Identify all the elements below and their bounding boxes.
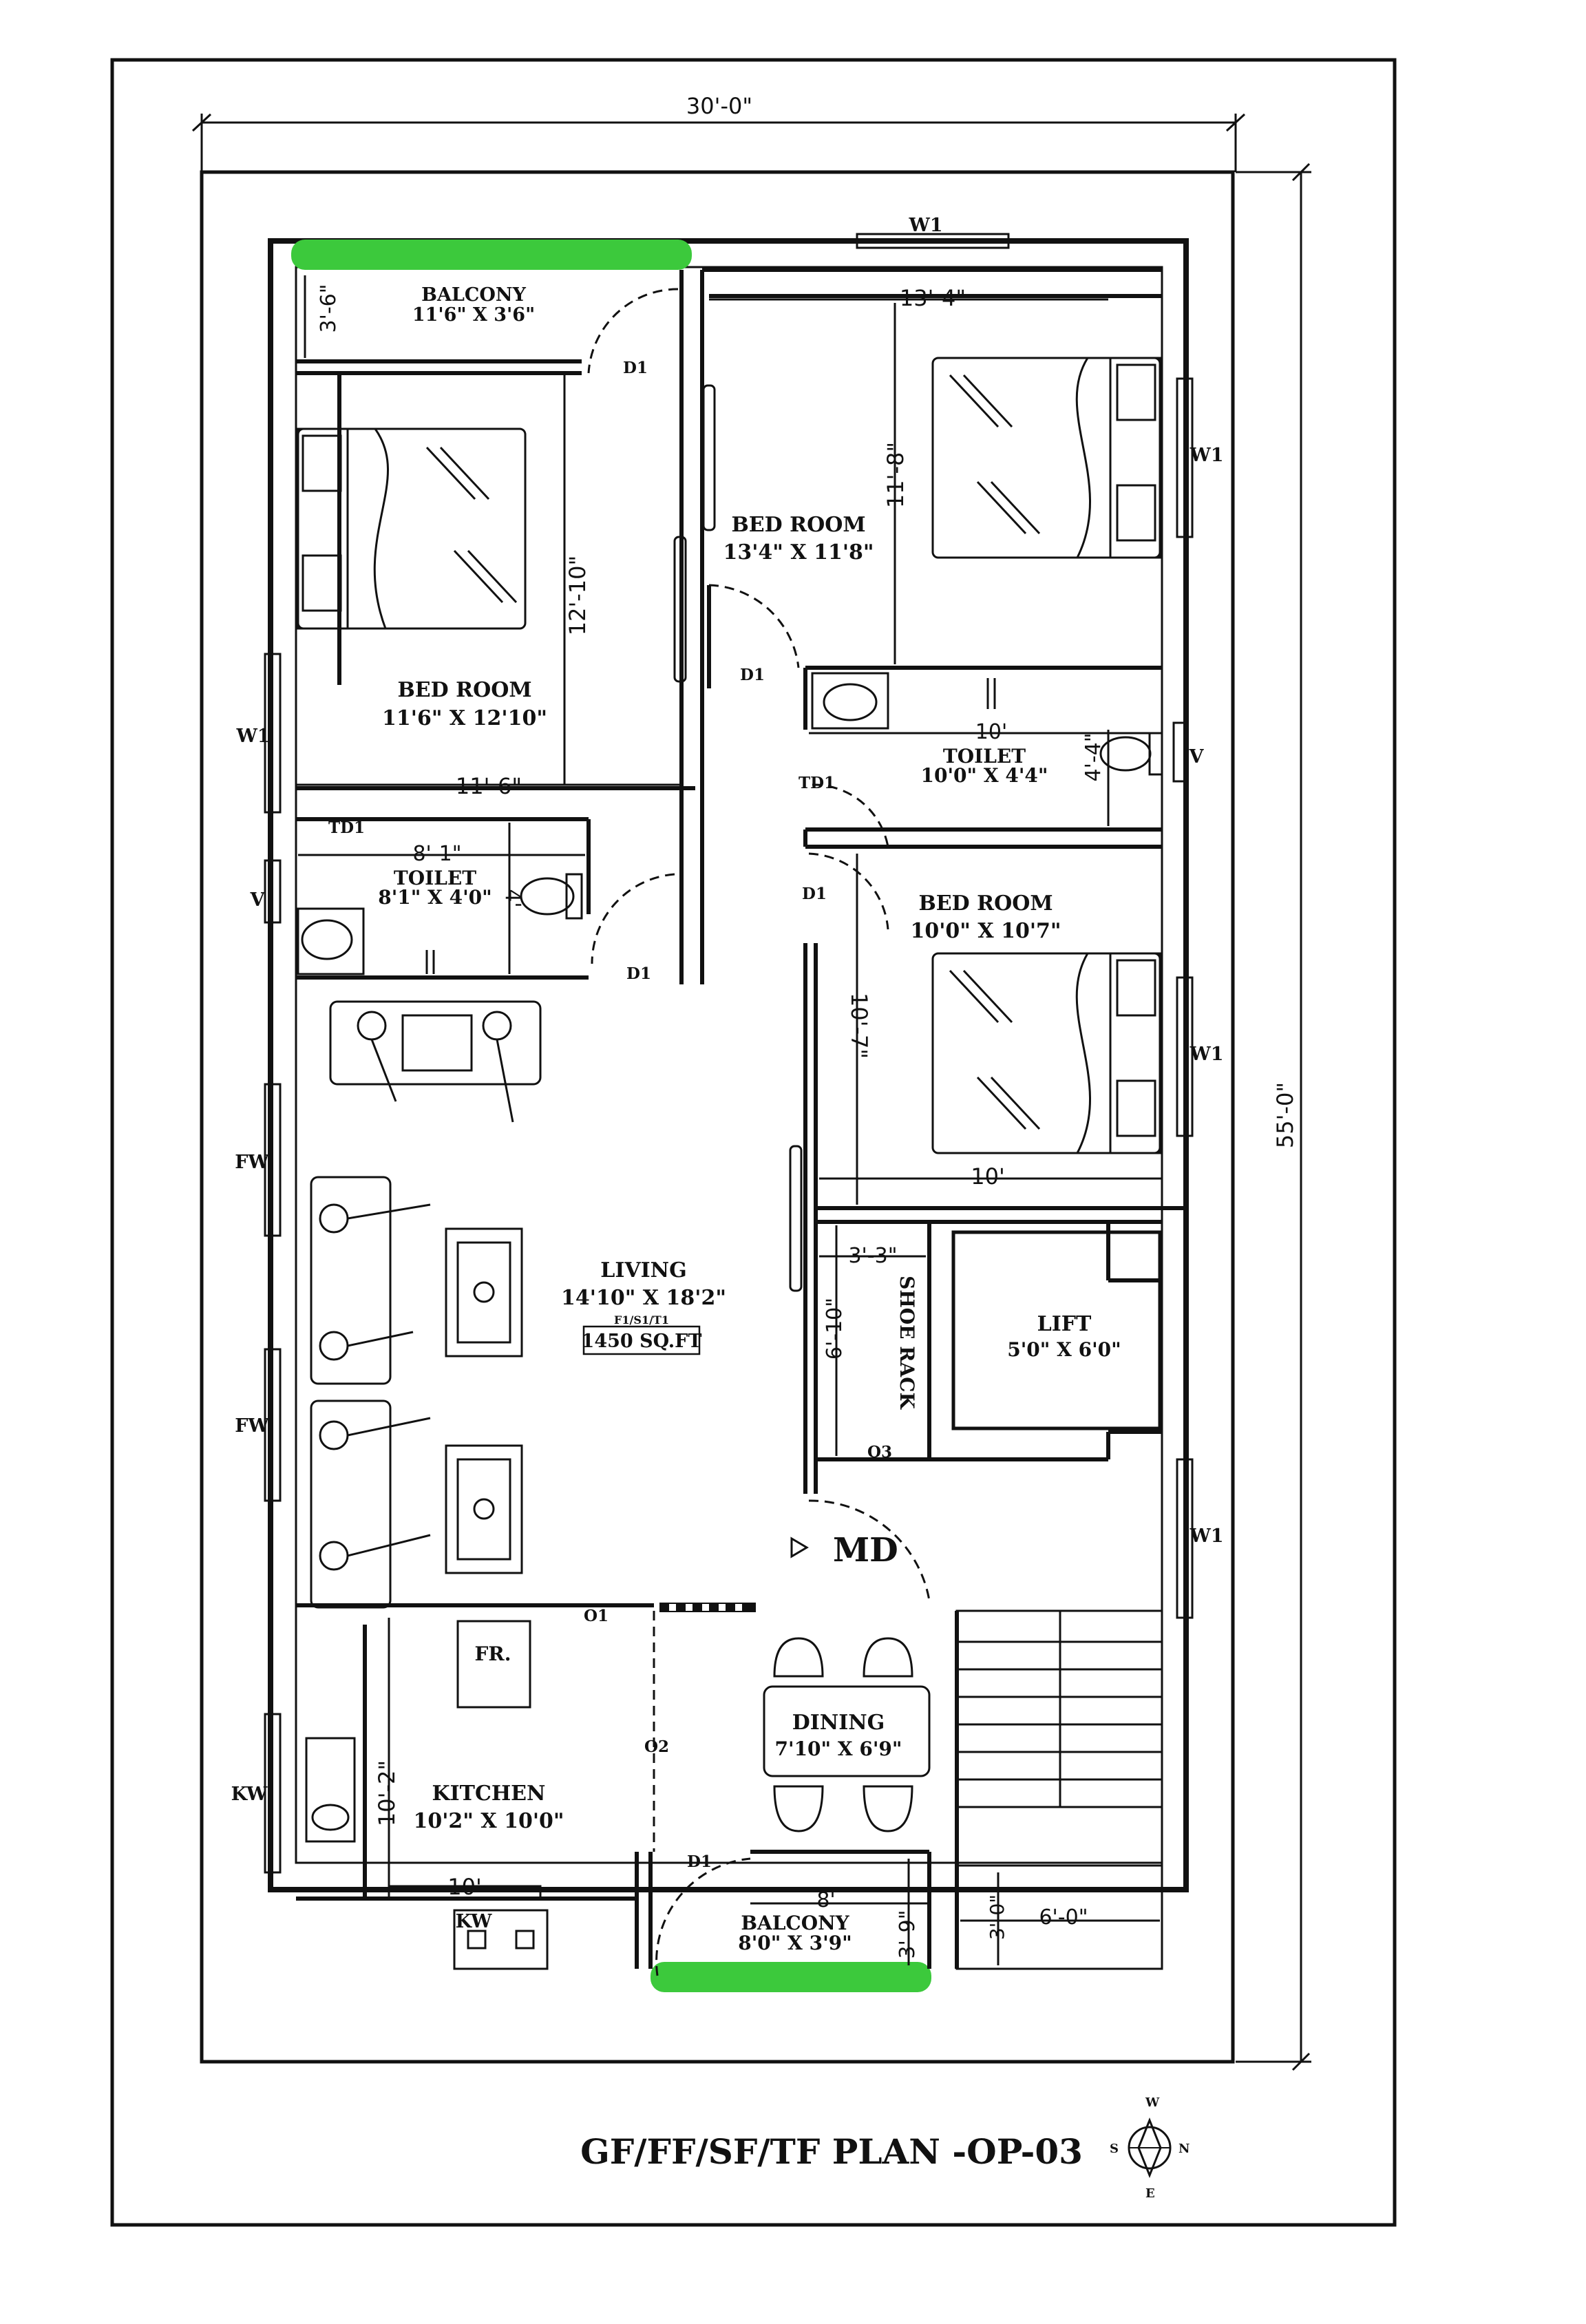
grill-strip	[659, 1603, 756, 1612]
opening-tag-o3: O3	[867, 1443, 893, 1461]
sofa-left	[311, 1177, 430, 1607]
room-bedroom-top-right-dim-h: 13'-4"	[899, 285, 966, 311]
plot-width-label: 30'-0"	[686, 93, 753, 119]
opening-tag-o1: O1	[584, 1607, 609, 1625]
compass-w: W	[1145, 2095, 1160, 2110]
room-bedroom-left-dim-v: 12'-10"	[564, 555, 591, 636]
room-toilet-left	[378, 842, 525, 909]
room-bedroom-left-size: 11'6" X 12'10"	[382, 706, 547, 730]
door-tag-d1: D1	[623, 359, 648, 377]
rug-upper	[446, 1229, 522, 1356]
room-lift-size: 5'0" X 6'0"	[1007, 1338, 1121, 1361]
room-balcony-bottom-size: 8'0" X 3'9"	[738, 1932, 852, 1954]
door-tag-d1: D1	[687, 1852, 712, 1871]
window-tag-v: V	[1189, 746, 1204, 768]
room-kitchen-fridge: FR.	[474, 1642, 511, 1665]
door-tag-td1: TD1	[328, 818, 366, 837]
main-door-label: MD	[833, 1531, 898, 1570]
room-balcony-bottom-dim-h: 8'	[816, 1888, 836, 1912]
plot-width-dimension	[193, 93, 1245, 172]
room-lift-name: LIFT	[1037, 1312, 1092, 1336]
room-living-floor-tag: F1/S1/T1	[614, 1313, 669, 1327]
room-kitchen-name: KITCHEN	[432, 1782, 546, 1806]
room-living-area: 1450 SQ.FT	[581, 1331, 702, 1352]
compass-e: E	[1145, 2186, 1155, 2201]
room-shoe-rack-dim-h: 3'-3"	[848, 1244, 898, 1268]
room-bedroom-top-right-dim-v: 11'-8"	[882, 441, 909, 509]
room-toilet-right-dim-v: 4'-4"	[1081, 732, 1106, 782]
stair-dim-h: 6'-0"	[1039, 1905, 1088, 1930]
room-living-name: LIVING	[600, 1258, 687, 1282]
room-balcony-top-name: BALCONY	[421, 284, 526, 306]
room-bedroom-mid-right-size: 10'0" X 10'7"	[910, 919, 1061, 943]
window-tag-w1: W1	[1190, 445, 1224, 466]
window-tag-w1: W1	[1190, 1525, 1224, 1547]
room-kitchen-size: 10'2" X 10'0"	[413, 1809, 564, 1833]
window-tag-w1: W1	[1190, 1044, 1224, 1065]
bed-mid-right	[933, 953, 1160, 1153]
room-shoe-rack-name: SHOE RACK	[896, 1276, 918, 1409]
room-kitchen-dim-v: 10'-2"	[374, 1760, 400, 1827]
window-tag-fw: FW	[235, 1415, 269, 1437]
room-balcony-bottom-name: BALCONY	[741, 1912, 849, 1934]
room-lift	[1007, 1312, 1121, 1361]
room-dining	[775, 1711, 902, 1760]
compass-icon	[1110, 2095, 1190, 2201]
door-tag-td1: TD1	[799, 774, 836, 792]
balcony-planter-bottom	[651, 1962, 931, 1992]
room-balcony-top-size: 11'6" X 3'6"	[412, 304, 536, 326]
room-toilet-right	[921, 720, 1106, 787]
room-bedroom-left-dim-h: 11'-6"	[455, 773, 522, 799]
stair-dim-v: 3'-0"	[986, 1894, 1008, 1941]
window-tag-fw: FW	[235, 1152, 269, 1173]
room-dining-name: DINING	[792, 1711, 885, 1735]
opening-tag-o2: O2	[644, 1737, 670, 1756]
door-tag-d1: D1	[740, 666, 765, 684]
room-balcony-top	[317, 284, 535, 332]
window-tag-v: V	[250, 889, 265, 911]
main-door	[792, 1531, 898, 1570]
window-tag-w1: W1	[909, 215, 943, 236]
compass-s: S	[1110, 2142, 1119, 2156]
compass-n: N	[1178, 2142, 1190, 2156]
rug-lower	[446, 1446, 522, 1573]
room-bedroom-top-right-name: BED ROOM	[731, 513, 866, 537]
room-balcony-bottom-dim-v: 3'-9"	[896, 1910, 920, 1959]
plot-boundary	[202, 172, 1233, 2062]
room-dining-size: 7'10" X 6'9"	[774, 1737, 902, 1760]
room-bedroom-top-right-size: 13'4" X 11'8"	[723, 540, 874, 564]
room-living	[561, 1258, 726, 1354]
room-toilet-right-size: 10'0" X 4'4"	[920, 764, 1048, 787]
plot-depth-dimension	[1236, 164, 1311, 2070]
room-bedroom-left-name: BED ROOM	[397, 678, 532, 702]
stair-dimensions	[986, 1894, 1088, 1940]
window-tag-w1: W1	[236, 726, 271, 747]
window-tags	[231, 215, 1224, 1932]
sofa-top	[330, 1002, 540, 1122]
room-toilet-right-name: TOILET	[942, 745, 1026, 768]
door-tag-d1: D1	[626, 964, 651, 983]
plot-depth-label: 55'-0"	[1272, 1081, 1298, 1149]
balcony-planter-top	[291, 240, 692, 270]
room-balcony-bottom	[738, 1888, 920, 1959]
room-toilet-left-name: TOILET	[393, 867, 477, 889]
room-kitchen-dim-h: 10'	[447, 1874, 482, 1900]
room-balcony-top-dim: 3'-6"	[317, 284, 341, 333]
room-living-size: 14'10" X 18'2"	[561, 1286, 726, 1310]
bed-left	[298, 429, 525, 628]
room-toilet-right-dim-h: 10'	[975, 720, 1008, 744]
room-bedroom-left	[382, 556, 591, 799]
room-shoe-rack-dim-v: 6'-10"	[823, 1297, 847, 1360]
door-tags	[328, 359, 892, 1871]
room-toilet-left-dim-v: 4'	[500, 889, 525, 908]
plan-title: GF/FF/SF/TF PLAN -OP-03	[580, 2131, 1083, 2172]
room-bedroom-mid-right-dim-h: 10'	[971, 1163, 1005, 1190]
room-bedroom-mid-right	[846, 891, 1061, 1190]
window-tag-kw: KW	[455, 1911, 492, 1932]
room-bedroom-mid-right-dim-v: 10'-7"	[846, 992, 872, 1059]
room-bedroom-mid-right-name: BED ROOM	[918, 891, 1053, 916]
room-toilet-left-dim-h: 8'-1"	[412, 842, 462, 866]
dining-set	[764, 1638, 929, 1831]
room-toilet-left-size: 8'1" X 4'0"	[378, 886, 492, 909]
main-door-arrow-icon	[792, 1539, 807, 1556]
room-bedroom-top-right	[723, 285, 966, 564]
room-kitchen	[374, 1642, 564, 1900]
windows	[265, 234, 1192, 1899]
window-tag-kw: KW	[231, 1784, 268, 1805]
door-tag-d1: D1	[802, 885, 827, 903]
bed-top-right	[933, 358, 1160, 558]
